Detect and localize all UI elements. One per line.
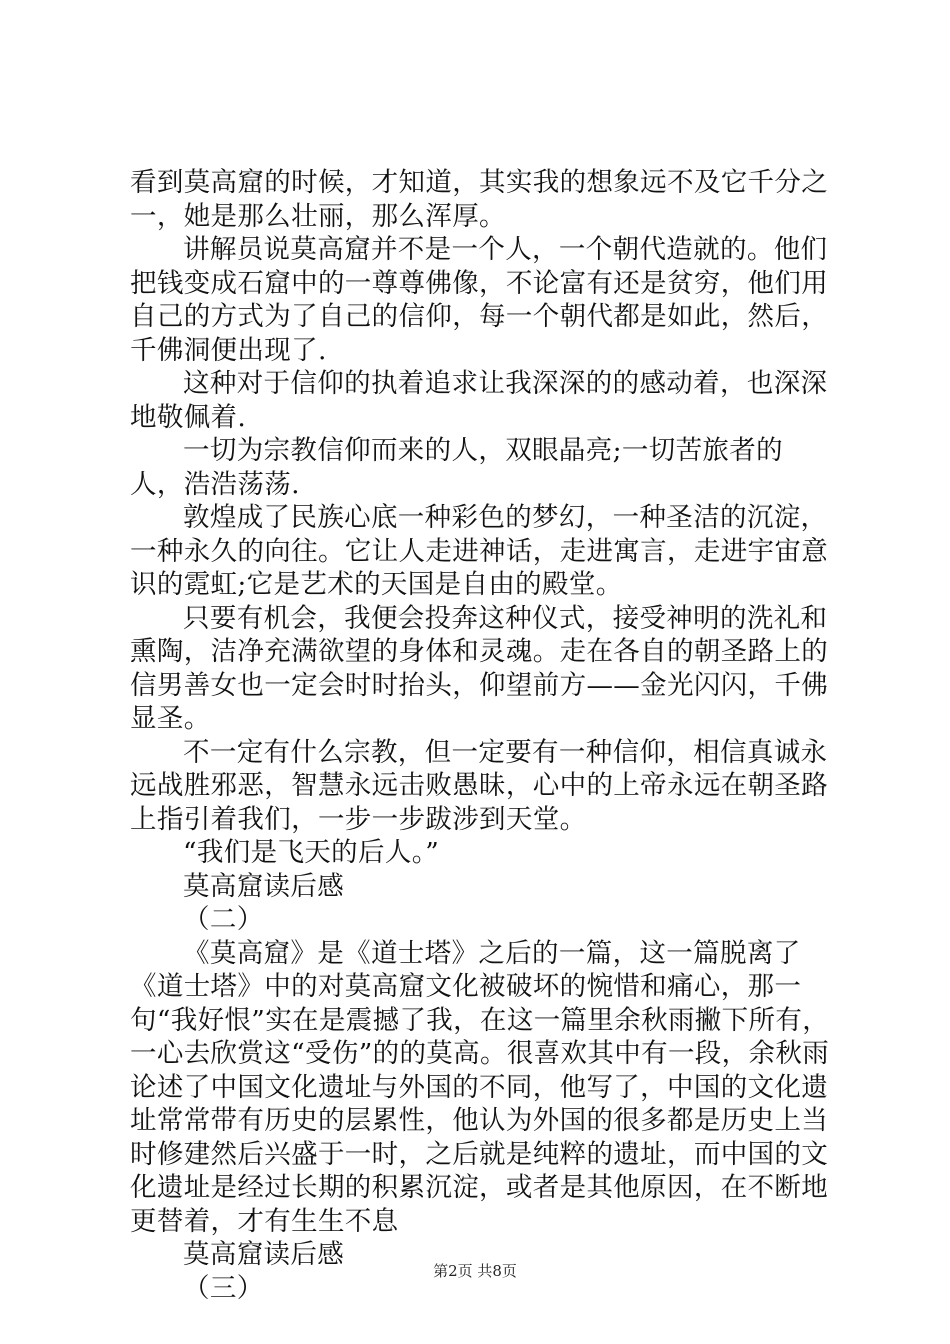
paragraph: 敦煌成了民族心底一种彩色的梦幻，一种圣洁的沉淀，一种永久的向往。它让人走进神话，走进寓言，走进宇宙意识的霓虹;它是艺术的天国是自由的殿堂。	[130, 502, 829, 600]
paragraph: 《莫高窟》是《道士塔》之后的一篇，这一篇脱离了《道士塔》中的对莫高窟文化被破坏的惋惜和痛心，那一句“我好恨”实在是震撼了我，在这一篇里余秋雨撇下所有，一心去欣赏这“受伤”的的莫高。很喜欢其中有一段，余秋雨论述了中国文化遗址与外国的不同，他写了，中国的文化遗址常常带有历史的层累性，他认为外国的很多都是历史上当时修建然后兴盛于一时，之后就是纯粹的遗址，而中国的文化遗址是经过长期的积累沉淀，或者是其他原因，在不断地更替着，才有生生不息	[130, 937, 830, 1237]
paragraph: 看到莫高窟的时候，才知道，其实我的想象远不及它千分之一，她是那么壮丽，那么浑厚。	[130, 167, 829, 232]
paragraph: （三）	[183, 1272, 264, 1304]
paragraph: 只要有机会，我便会投奔这种仪式，接受神明的洗礼和熏陶，洁净充满欲望的身体和灵魂。走在各自的朝圣路上的信男善女也一定会时时抬头，仰望前方——金光闪闪，千佛显圣。	[130, 602, 829, 734]
document-body	[130, 166, 830, 1305]
paragraph: （二）	[183, 904, 264, 935]
paragraph: 一切为宗教信仰而来的人，双眼晶亮;一切苦旅者的人，浩浩荡荡.	[130, 435, 783, 500]
paragraph: 这种对于信仰的执着追求让我深深的的感动着，也深深地敬佩着.	[130, 368, 828, 433]
paragraph: 莫高窟读后感	[183, 870, 345, 902]
paragraph: “我们是飞天的后人。”	[183, 837, 440, 868]
paragraph: 讲解员说莫高窟并不是一个人，一个朝代造就的。他们把钱变成石窟中的一尊尊佛像，不论富有还是贫穷，他们用自己的方式为了自己的信仰，每一个朝代都是如此，然后，千佛洞便出现了.	[130, 234, 829, 366]
paragraph: 不一定有什么宗教，但一定要有一种信仰，相信真诚永远战胜邪恶，智慧永远击败愚昧，心中的上帝永远在朝圣路上指引着我们，一步一步跋涉到天堂。	[130, 736, 829, 835]
page-footer: 第2页 共8页	[433, 1262, 517, 1280]
paragraph: 莫高窟读后感	[183, 1239, 345, 1270]
